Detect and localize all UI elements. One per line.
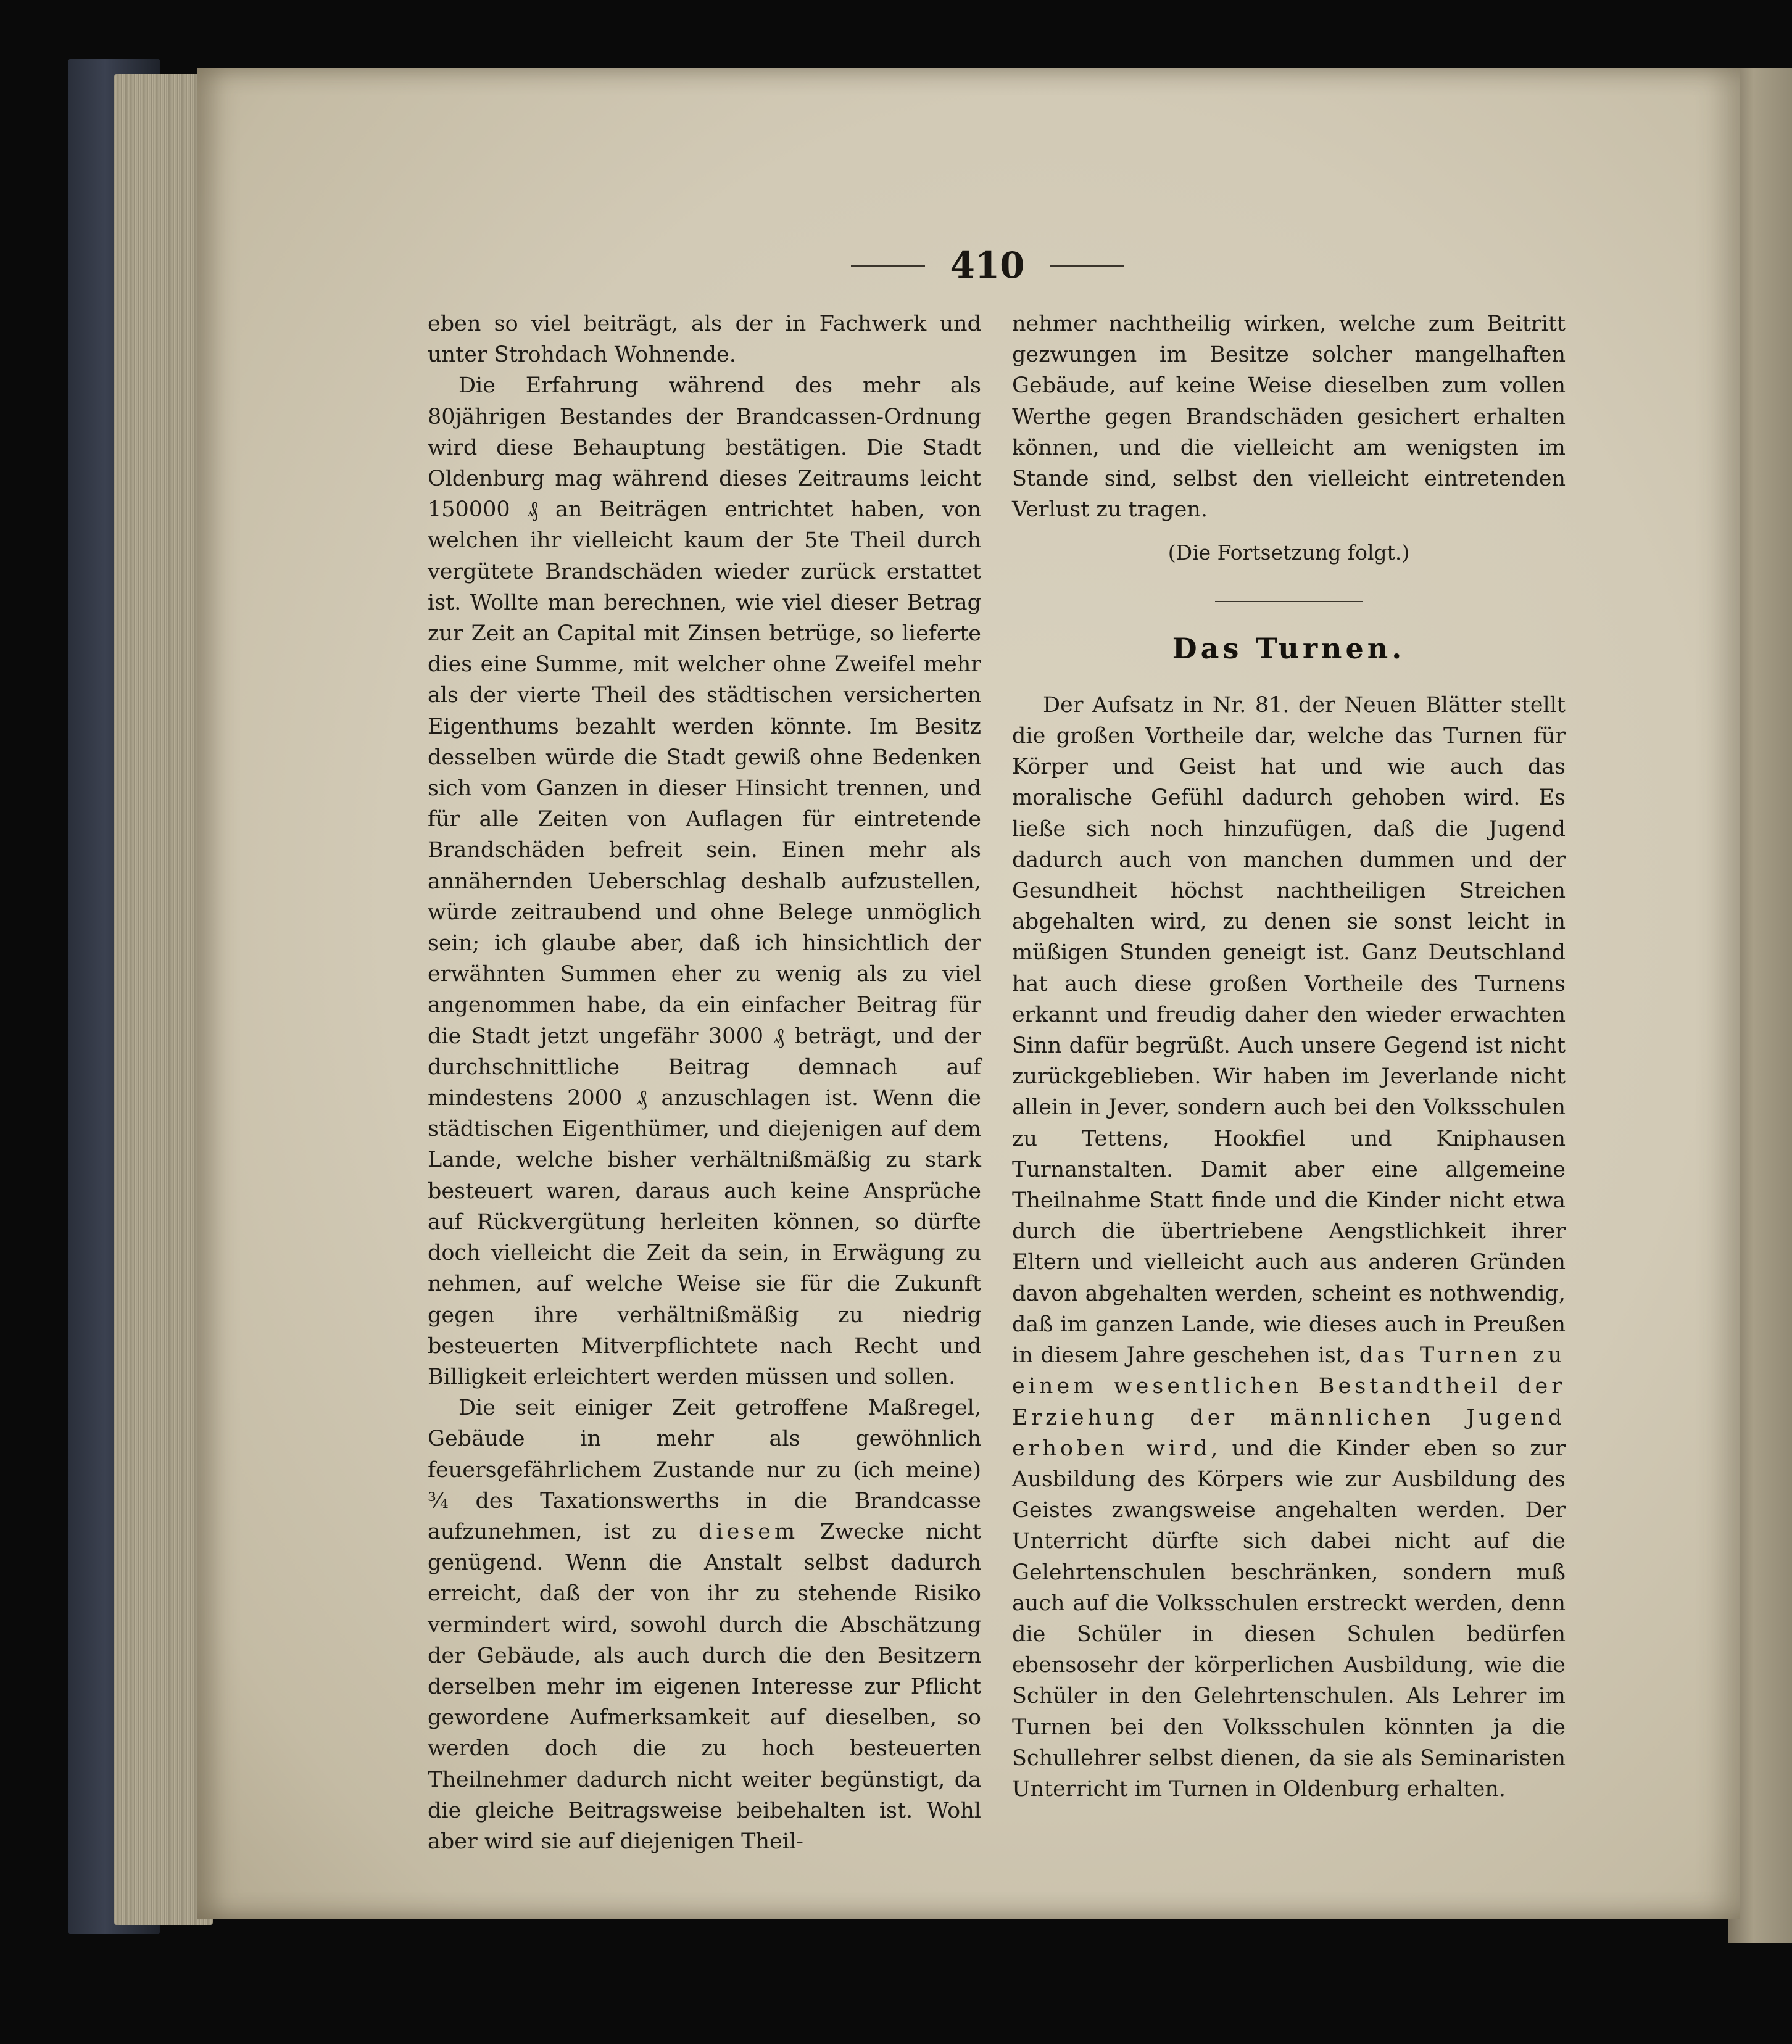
continuation-note: (Die Fortsetzung folgt.) [1168,540,1410,565]
left-paragraph-1: eben so viel beiträgt, als der in Fachwerk und unter Strohdach Wohnende. [428,312,981,368]
left-paragraph-3 [428,1392,981,1857]
right-paragraph-2 [1012,690,1566,1805]
right-column [1012,308,1566,1805]
header-rule-left [851,265,925,267]
right-paragraph-1: nehmer nachtheilig wirken, welche zum Beitritt gezwungen im Besitze solcher mangelhaften Gebäude, auf keine Weise dieselben zum vollen Werthe gegen Brandschäden gesichert erhalten können, und die vielleicht am wenigsten im Stande sind, selbst den vielleicht eintretenden Verlust zu tragen. [1012,312,1566,523]
left-paragraph-3-emphasis: diesem [698,1519,799,1544]
page-number: 410 [950,244,1025,286]
article-heading: Das Turnen. [1172,631,1406,665]
section-divider [1215,601,1363,602]
left-paragraph-2: Die Erfahrung während des mehr als 80jährigen Bestandes der Brandcassen-Ordnung wird diese Behauptung bestätigen. Die Stadt Oldenburg mag während dieses Zeitraums leicht 150000 ₰ an Beiträgen entrichtet haben, von welchen ihr vielleicht kaum der 5te Theil durch vergütete Brandschäden wieder zurück erstattet ist. Wollte man berechnen, wie viel dieser Betrag zur Zeit an Capital mit Zinsen betrüge, so lieferte dies eine Summe, mit welcher ohne Zweifel mehr als der vierte Theil des städtischen versicherten Eigenthums bezahlt werden könnte. Im Besitz desselben würde die Stadt gewiß ohne Bedenken sich vom Ganzen in dieser Hinsicht trennen, und für alle Zeiten von Auflagen für eintretende Brandschäden befreit sein. Einen mehr als annähernden Ueberschlag deshalb aufzustellen, würde zeitraubend und ohne Belege unmöglich sein; ich glaube aber, daß ich hinsichtlich der erwähnten Summen eher zu wenig als zu viel angenommen habe, da ein einfacher Beitrag für die Stadt jetzt ungefähr 3000 ₰ beträgt, und der durchschnittliche Beitrag demnach auf mindestens 2000 ₰ anzuschlagen ist. Wenn die städtischen Eigenthümer, und diejenigen auf dem Lande, welche bisher verhältnißmäßig zu stark besteuert waren, daraus auch keine Ansprüche auf Rückvergütung herleiten können, so dürfte doch vielleicht die Zeit da sein, in Erwägung zu nehmen, auf welche Weise sie für die Zukunft gegen ihre verhältnißmäßig zu niedrig besteuerten Mitverpflichtete nach Recht und Billigkeit erleichtert werden müssen und sollen. [428,373,981,1389]
page-header [827,244,1148,287]
right-paragraph-2-text-cont: , und die Kinder eben so zur Ausbildung des Körpers wie zur Ausbildung des Geistes zwangsweise angehalten werden. Der Unterricht dürfte sich dabei nicht auf die Gelehrtenschulen beschränken, sondern muß auch auf die Volksschulen erstreckt werden, denn die Schüler in diesen Schulen bedürfen ebensosehr der körperlichen Ausbildung, wie die Schüler in den Gelehrtenschulen. Als Lehrer im Turnen bei den Volksschulen könnten ja die Schullehrer selbst dienen, da sie als Seminaristen Unterricht im Turnen in Oldenburg erhalten. [1012,1436,1566,1802]
right-paragraph-2-text: Der Aufsatz in Nr. 81. der Neuen Blätter stellt die großen Vortheile dar, welche das Turnen für Körper und Geist hat und wie auch das moralische Gefühl dadurch gehoben wird. Es ließe sich noch hinzufügen, daß die Jugend dadurch auch von manchen dummen und der Gesundheit höchst nachtheiligen Streichen abgehalten wird, zu denen sie sonst leicht in müßigen Stunden geneigt ist. Ganz Deutschland hat auch diese großen Vortheile des Turnens erkannt und freudig daher den wieder erwachten Sinn dafür begrüßt. Auch unsere Gegend ist nicht zurückgeblieben. Wir haben im Jeverlande nicht allein in Jever, sondern auch bei den Volksschulen zu Tettens, Hookfiel und Kniphausen Turnanstalten. Damit aber eine allgemeine Theilnahme Statt finde und die Kinder nicht etwa durch die übertriebene Aengstlichkeit ihrer Eltern und vielleicht auch aus anderen Gründen davon abgehalten werden, scheint es nothwendig, daß im ganzen Lande, wie dieses auch in Preußen in diesem Jahre geschehen ist, [1012,692,1566,1368]
right-paragraph-2-emphasis: das Turnen zu einem wesentlichen Bestandtheil der Erziehung der männlichen Jugend erhoben wird [1012,1343,1566,1461]
header-rule-right [1050,265,1124,267]
left-paragraph-3-text: Die seit einiger Zeit getroffene Maßregel, Gebäude in mehr als gewöhnlich feuersgefährlichem Zustande nur zu (ich meine) ¾ des Taxationswerths in die Brandcasse aufzunehmen, ist zu [428,1396,981,1544]
left-column [428,308,981,1857]
left-paragraph-3-text-cont: Zwecke nicht genügend. Wenn die Anstalt selbst dadurch erreicht, daß der von ihr zu stehende Risiko vermindert wird, sowohl durch die Abschätzung der Gebäude, als auch durch die den Besitzern derselben mehr im eigenen Interesse zur Pflicht gewordene Aufmerksamkeit auf dieselben, so werden doch die zu hoch besteuerten Theilnehmer dadurch nicht weiter begünstigt, da die gleiche Beitragsweise beibehalten ist. Wohl aber wird sie auf diejenigen Theil- [428,1519,981,1854]
